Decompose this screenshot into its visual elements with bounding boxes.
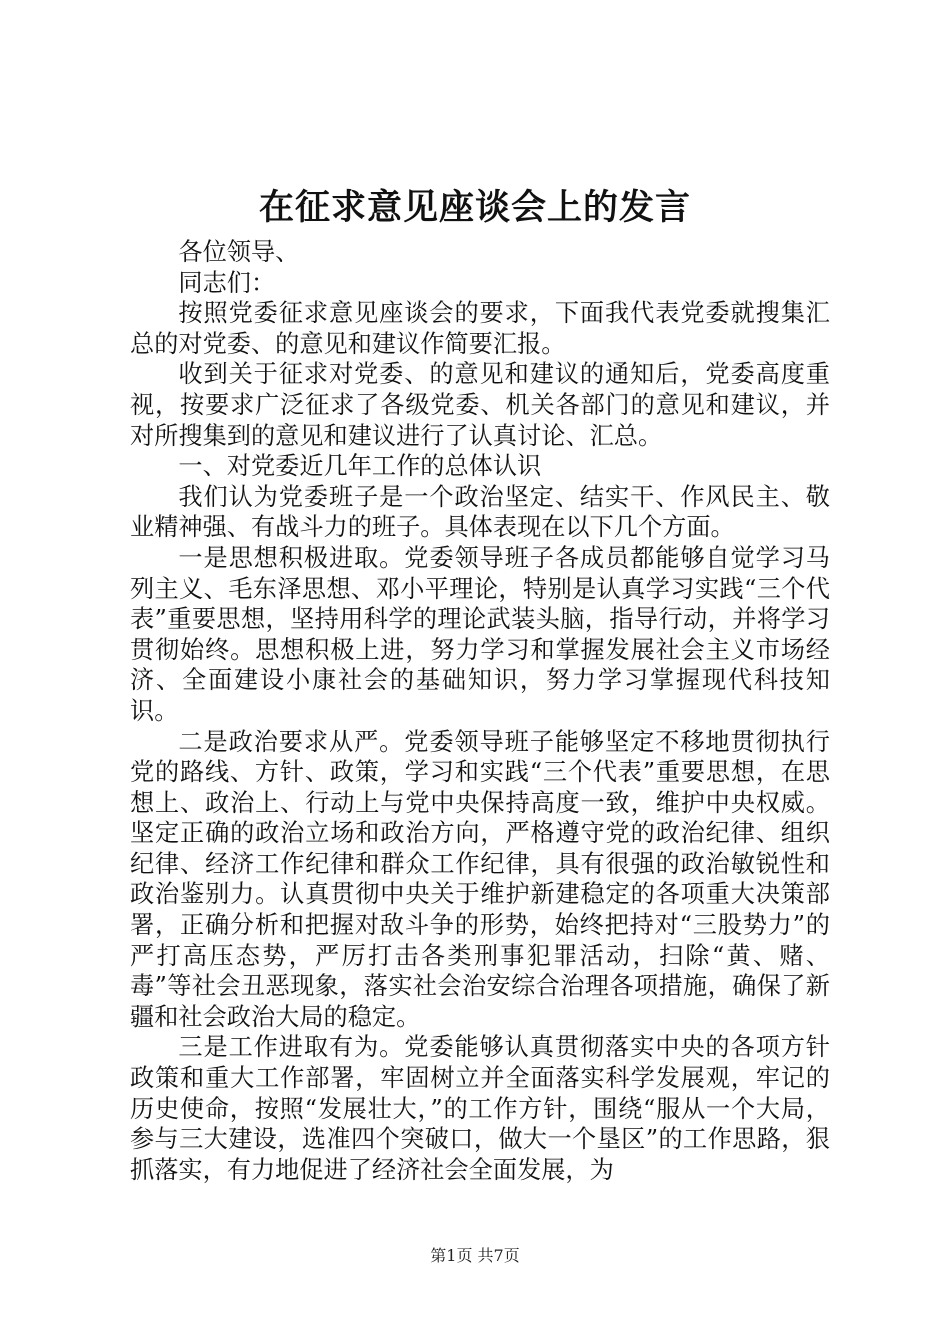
paragraph-notice: 收到关于征求对党委、的意见和建议的通知后，党委高度重视，按要求广泛征求了各级党委、机关各部门的意见和建议，并对所搜集到的意见和建议进行了认真讨论、汇总。 <box>130 360 830 450</box>
paragraph-point-1: 一是思想积极进取。党委领导班子各成员都能够自觉学习马列主义、毛东泽思想、邓小平理论，特别是认真学习实践“三个代表”重要思想，坚持用科学的理论武装头脑，指导行动，并将学习贯彻始终。思想积极上进，努力学习和掌握发展社会主义市场经济、全面建设小康社会的基础知识，努力学习掌握现代科技知识。 <box>130 543 830 725</box>
salutation-line-2: 同志们： <box>178 268 276 297</box>
document-title: 在征求意见座谈会上的发言 <box>258 187 691 228</box>
paragraph-intro: 按照党委征求意见座谈会的要求，下面我代表党委就搜集汇总的对党委、的意见和建议作简要汇报。 <box>130 299 830 358</box>
page-footer: 第1页 共7页 <box>430 1246 520 1265</box>
document-body <box>130 237 830 1185</box>
paragraph-point-2: 二是政治要求从严。党委领导班子能够坚定不移地贯彻执行党的路线、方针、政策，学习和实践“三个代表”重要思想，在思想上、政治上、行动上与党中央保持高度一致，维护中央权威。坚定正确的政治立场和政治方向，严格遵守党的政治纪律、组织纪律、经济工作纪律和群众工作纪律，具有很强的政治敏锐性和政治鉴别力。认真贯彻中央关于维护新建稳定的各项重大决策部署，正确分析和把握对敌斗争的形势，始终把持对“三股势力”的严打高压态势，严厉打击各类刑事犯罪活动，扫除“黄、赌、毒”等社会丑恶现象，落实社会治安综合治理各项措施，确保了新疆和社会政治大局的稳定。 <box>130 727 830 1031</box>
salutation-line-1: 各位领导、 <box>178 238 300 266</box>
paragraph-overview: 我们认为党委班子是一个政治坚定、结实干、作风民主、敬业精神强、有战斗力的班子。具体表现在以下几个方面。 <box>130 482 830 542</box>
section-heading-1: 一、对党委近几年工作的总体认识 <box>178 452 542 481</box>
paragraph-point-3: 三是工作进取有为。党委能够认真贯彻落实中央的各项方针政策和重大工作部署，牢固树立并全面落实科学发展观，牢记的历史使命，按照“发展壮大，”的工作方针，围绕“服从一个大局，参与三大建设，选准四个突破口，做大一个垦区”的工作思路，狠抓落实，有力地促进了经济社会全面发展，为 <box>130 1033 830 1184</box>
